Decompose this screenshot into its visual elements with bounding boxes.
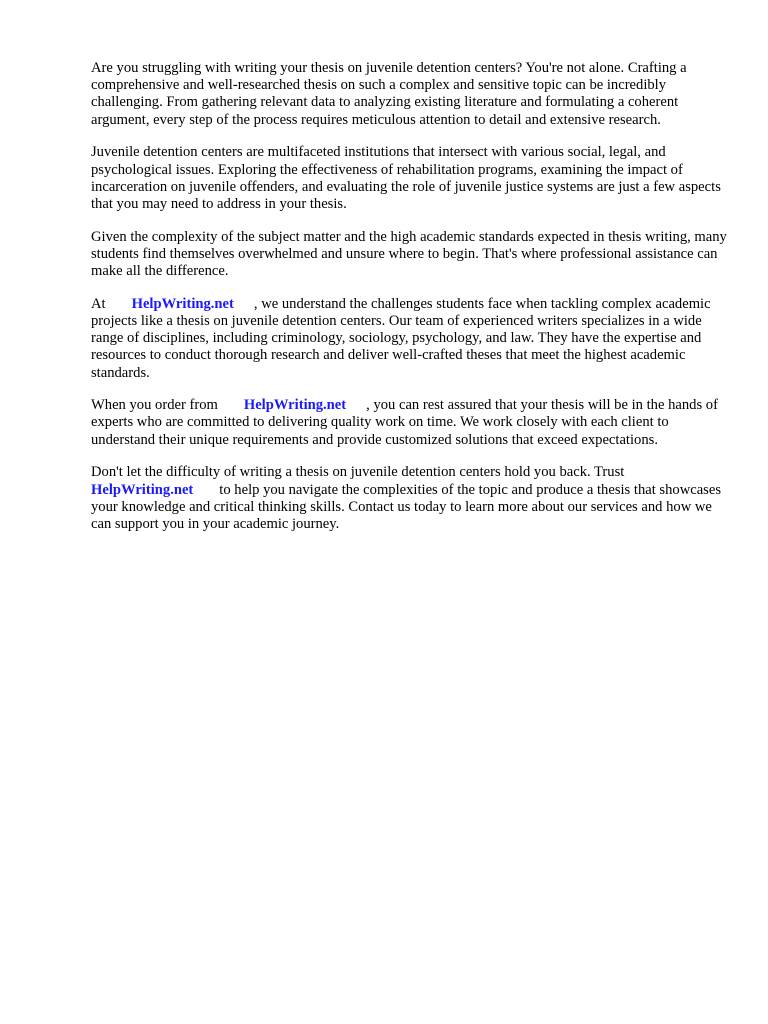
paragraph-complexity-text: Given the complexity of the subject matter and the high academic standards expected in thesis writing, many students find themselves overwhelmed and unsure where to begin. That's where professional assistance can make all the difference.: [91, 228, 727, 280]
paragraph-order-assurance-lead: When you order from: [91, 397, 218, 414]
paragraph-complexity: [91, 229, 731, 281]
paragraph-service-intro: [91, 296, 731, 382]
paragraph-intro-text: Are you struggling with writing your thesis on juvenile detention centers? You're not alone. Crafting a comprehensive and well-researched thesis on such a complex and sensitive topic can be incredibly challenging. From gathering relevant data to analyzing existing literature and formulating a coherent argument, every step of the process requires meticulous attention to detail and extensive research.: [91, 60, 687, 128]
helpwriting-link-1[interactable]: HelpWriting.net: [131, 295, 234, 312]
paragraph-service-intro-rest: , we understand the challenges students face when tackling complex academic projects like a thesis on juvenile detention centers. Our team of experienced writers specializes in a wide range of disciplines, including criminology, sociology, psychology, and law. They have the expertise and resources to conduct thorough research and deliver well-crafted theses that meet the highest academic standards.: [91, 295, 711, 381]
helpwriting-link-2[interactable]: HelpWriting.net: [243, 397, 347, 414]
helpwriting-link-3[interactable]: HelpWriting.net: [91, 481, 194, 498]
document-page: [91, 60, 731, 549]
paragraph-order-assurance-rest: , you can rest assured that your thesis will be in the hands of experts who are committed to delivering quality work on time. We work closely with each client to understand their unique requirements and provide customized solutions that exceed expectations.: [91, 397, 718, 448]
paragraph-call-to-action-rest: to help you navigate the complexities of the topic and produce a thesis that showcases your knowledge and critical thinking skills. Contact us today to learn more about our services and how we can support you in your academic journey.: [91, 481, 722, 532]
paragraph-call-to-action-lead: Don't let the difficulty of writing a thesis on juvenile detention centers hold you back. Trust: [91, 464, 625, 481]
paragraph-topic-overview-text: Juvenile detention centers are multifaceted institutions that intersect with various social, legal, and psychological issues. Exploring the effectiveness of rehabilitation programs, examining the impact of incarceration on juvenile offenders, and evaluating the role of juvenile justice systems are just a few aspects that you may need to address in your thesis.: [91, 144, 721, 212]
paragraph-call-to-action: [91, 464, 731, 533]
paragraph-topic-overview: [91, 144, 731, 213]
paragraph-intro: [91, 60, 731, 129]
paragraph-order-assurance: [91, 397, 731, 449]
paragraph-service-intro-lead: At: [91, 295, 106, 312]
